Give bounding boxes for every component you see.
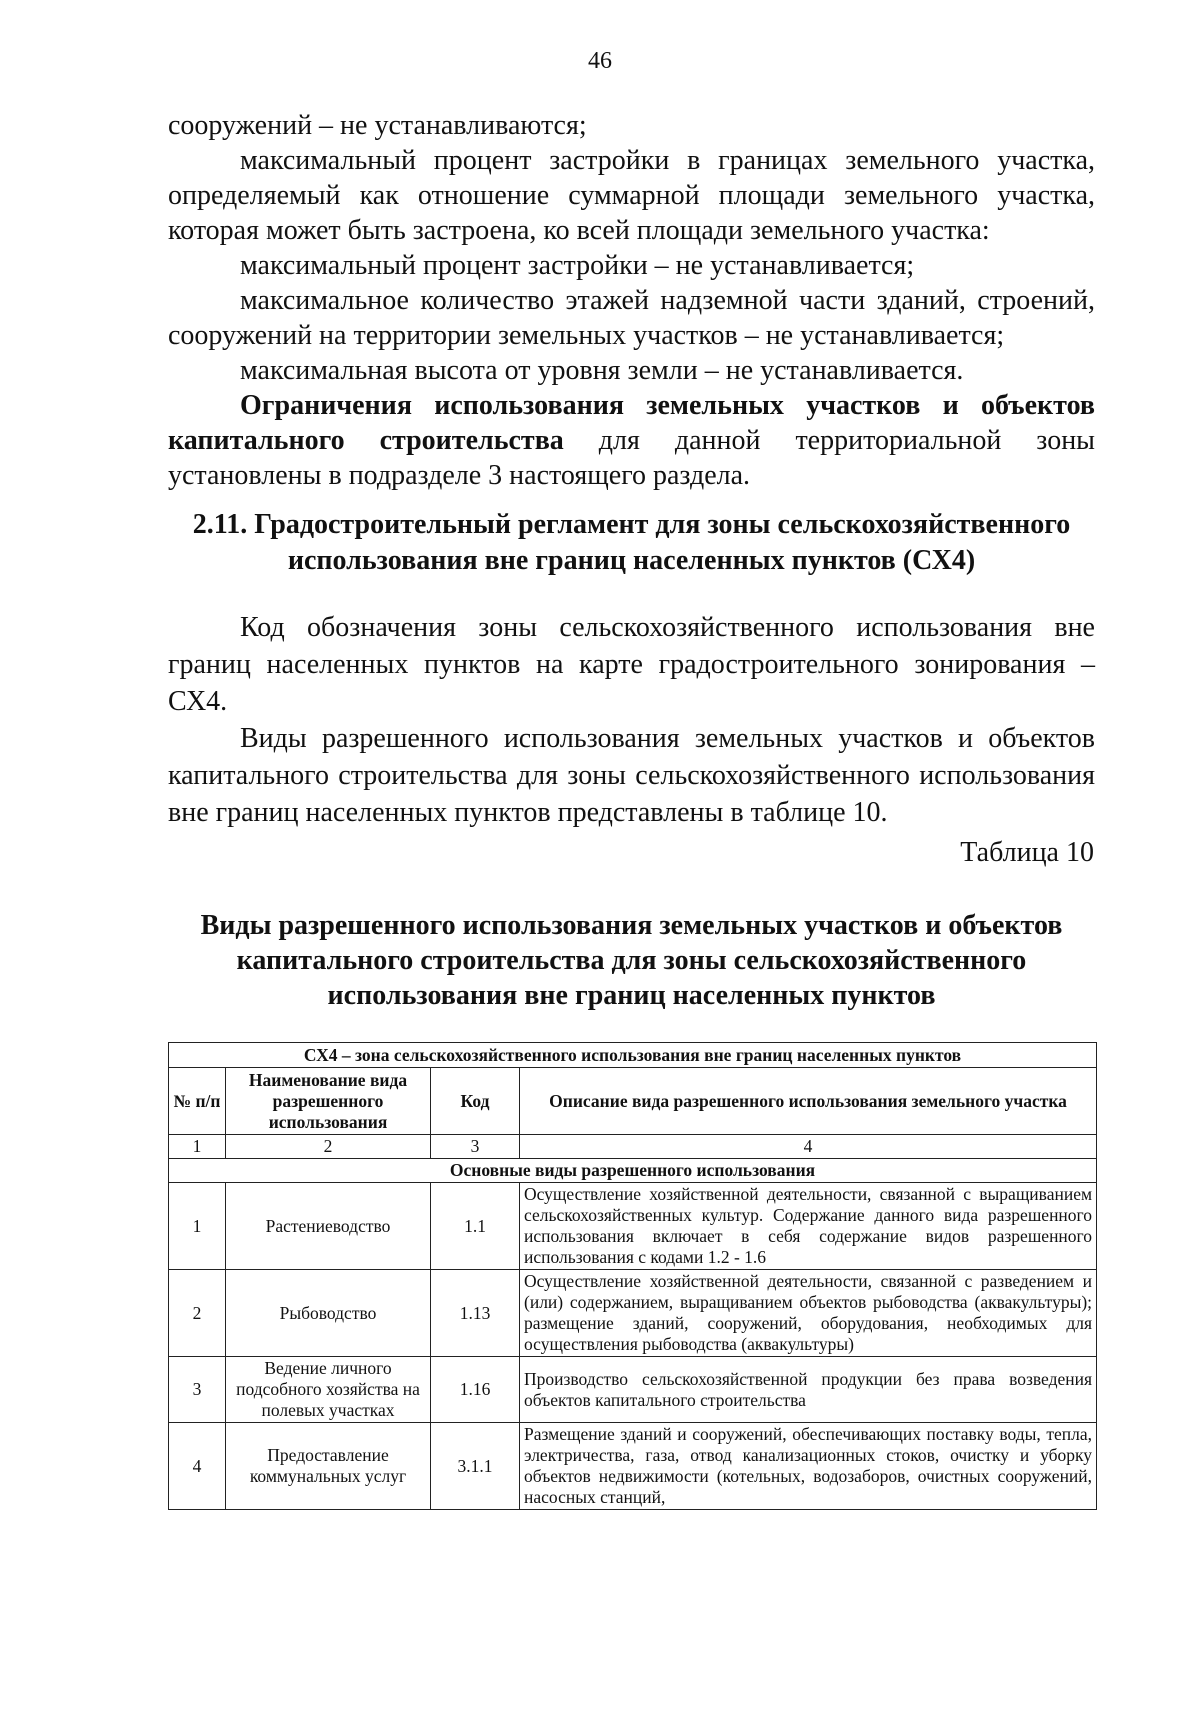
column-number-row bbox=[169, 1135, 1097, 1159]
use-description: Размещение зданий и сооружений, обеспечивающих поставку воды, тепла, электричества, газа, отвод канализационных стоков, очистку и уборку объектов недвижимости (котельных, водозаборов, очистных сооружений, насосных станций, bbox=[520, 1423, 1097, 1510]
column-header: Наименование вида разрешенного использования bbox=[226, 1068, 431, 1135]
table-row bbox=[169, 1183, 1097, 1270]
table-label: Таблица 10 bbox=[960, 837, 1094, 868]
use-description: Осуществление хозяйственной деятельности, связанной с выращиванием сельскохозяйственных культур. Содержание данного вида разрешенного использования включает в себя содержание видов разрешенного использования с кодами 1.2 - 1.6 bbox=[520, 1183, 1097, 1270]
row-number: 4 bbox=[169, 1423, 226, 1510]
column-number: 1 bbox=[169, 1135, 226, 1159]
intro-paragraph: максимальный процент застройки в границах земельного участка, определяемый как отношение суммарной площади земельного участка, которая может быть застроена, ко всей площади земельного участка: bbox=[168, 145, 1095, 246]
intro-paragraph: максимальный процент застройки – не устанавливается; bbox=[240, 250, 915, 281]
section-paragraph: Виды разрешенного использования земельных участков и объектов капитального строительства для зоны сельскохозяйственного использования вне границ населенных пунктов представлены в таблице 10. bbox=[168, 723, 1095, 828]
page-number: 46 bbox=[588, 48, 612, 74]
use-name: Ведение личного подсобного хозяйства на полевых участках bbox=[226, 1357, 431, 1423]
column-number: 4 bbox=[520, 1135, 1097, 1159]
section-paragraph: Код обозначения зоны сельскохозяйственного использования вне границ населенных пунктов на карте градостроительного зонирования – СХ4. bbox=[168, 612, 1095, 717]
column-number: 3 bbox=[431, 1135, 520, 1159]
table-header-row bbox=[169, 1068, 1097, 1135]
regulation-table bbox=[168, 1042, 1097, 1510]
use-name: Рыбоводство bbox=[226, 1270, 431, 1357]
row-number: 3 bbox=[169, 1357, 226, 1423]
column-header: Описание вида разрешенного использования земельного участка bbox=[520, 1068, 1097, 1135]
restrictions-rest: для данной территориальной зоны установлены в подразделе 3 настоящего раздела. bbox=[168, 425, 1095, 491]
restrictions-paragraph bbox=[168, 388, 1095, 493]
column-number: 2 bbox=[226, 1135, 431, 1159]
table-title: Виды разрешенного использования земельных участков и объектов капитального строительства для зоны сельскохозяйственного использования вне границ населенных пунктов bbox=[200, 910, 1063, 1011]
table-row bbox=[169, 1423, 1097, 1510]
table-row bbox=[169, 1270, 1097, 1357]
restrictions-bold: Ограничения использования земельных участков и объектов капитального строительства bbox=[168, 390, 1095, 456]
intro-text bbox=[168, 108, 1095, 493]
use-code: 3.1.1 bbox=[431, 1423, 520, 1510]
use-code: 1.1 bbox=[431, 1183, 520, 1270]
intro-paragraph: сооружений – не устанавливаются; bbox=[168, 110, 587, 141]
use-name: Растениеводство bbox=[226, 1183, 431, 1270]
row-number: 1 bbox=[169, 1183, 226, 1270]
intro-paragraph: максимальная высота от уровня земли – не устанавливается. bbox=[240, 355, 964, 386]
use-code: 1.16 bbox=[431, 1357, 520, 1423]
use-description: Осуществление хозяйственной деятельности, связанной с разведением и (или) содержанием, выращиванием объектов рыбоводства (аквакультуры); размещение зданий, сооружений, оборудования, необходимых для осуществления рыбоводства (аквакультуры) bbox=[520, 1270, 1097, 1357]
use-description: Производство сельскохозяйственной продукции без права возведения объектов капитального строительства bbox=[520, 1357, 1097, 1423]
group-header-row bbox=[169, 1159, 1097, 1183]
column-header: № п/п bbox=[169, 1068, 226, 1135]
use-code: 1.13 bbox=[431, 1270, 520, 1357]
column-header: Код bbox=[431, 1068, 520, 1135]
section-body bbox=[168, 609, 1095, 831]
group-header: Основные виды разрешенного использования bbox=[169, 1159, 1097, 1183]
zone-header: СХ4 – зона сельскохозяйственного использования вне границ населенных пунктов bbox=[169, 1043, 1097, 1068]
table-row bbox=[169, 1357, 1097, 1423]
row-number: 2 bbox=[169, 1270, 226, 1357]
zone-header-row bbox=[169, 1043, 1097, 1068]
section-heading: 2.11. Градостроительный регламент для зоны сельскохозяйственного использования вне границ населенных пунктов (СХ4) bbox=[192, 509, 1071, 576]
use-name: Предоставление коммунальных услуг bbox=[226, 1423, 431, 1510]
intro-paragraph: максимальное количество этажей надземной части зданий, строений, сооружений на территории земельных участков – не устанавливается; bbox=[168, 285, 1095, 351]
